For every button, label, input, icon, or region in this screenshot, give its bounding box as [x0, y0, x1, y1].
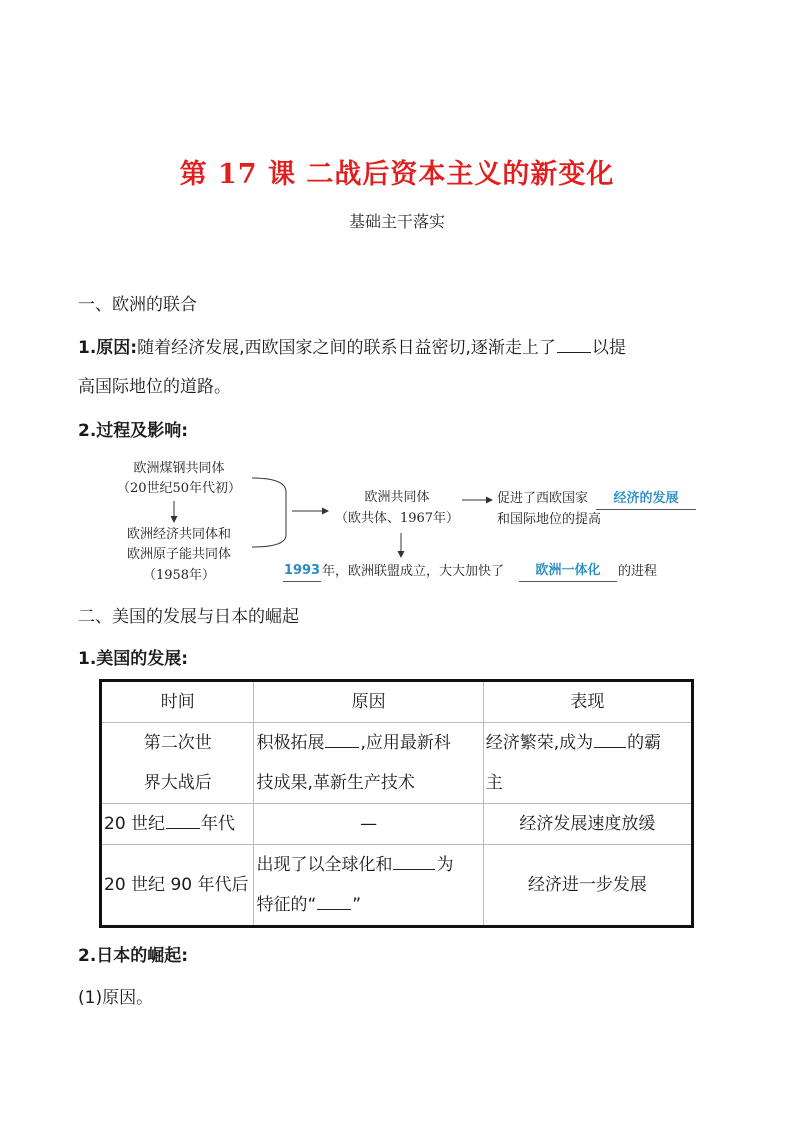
diagram-effect-line1: 促进了西欧国家	[497, 491, 589, 506]
usa-development-table	[99, 679, 694, 928]
diagram-bottom-text-a: 年，欧洲联盟成立，大大加快了	[322, 564, 505, 579]
r2-result: 经济发展速度放缓	[483, 804, 692, 845]
r1-reason-a: 积极拓展	[256, 733, 325, 753]
diagram-effect-answer: 经济的发展	[596, 489, 696, 510]
r3-reason-b: 为	[436, 855, 454, 875]
page-title: 第 17 课 二战后资本主义的新变化	[179, 159, 615, 190]
diagram-box2-line1: 欧洲经济共同体和	[126, 527, 231, 542]
diagram-bottom-answer: 欧洲一体化	[519, 561, 617, 582]
r1-reason-b: ,应用最新科	[360, 733, 451, 753]
r2-time	[101, 804, 254, 845]
r2-time-b: 年代	[201, 814, 236, 834]
table-header-reason: 原因	[254, 681, 483, 723]
bracket	[252, 478, 286, 547]
r1-reason-blank[interactable]	[325, 731, 359, 748]
diagram-box2-line2: 欧洲原子能共同体	[126, 547, 231, 562]
r2-time-blank[interactable]	[166, 812, 200, 829]
r3-time: 20 世纪 90 年代后	[101, 845, 254, 927]
r1-time-a: 第二次世	[143, 733, 212, 753]
diagram-bottom-text-b: 的进程	[618, 564, 658, 579]
r3-reason-d: ”	[352, 895, 362, 915]
r3-reason	[254, 845, 483, 927]
section1-q2: 2.过程及影响:	[78, 421, 189, 441]
table-header-time: 时间	[101, 681, 254, 723]
q1-text-b: 以提	[591, 338, 626, 358]
section2-q2-sub: (1)原因。	[78, 988, 154, 1008]
diagram-mid-line2: （欧共体、1967年）	[334, 511, 460, 526]
r3-reason-a: 出现了以全球化和	[256, 855, 393, 875]
diagram-effect-line2: 和国际地位的提高	[497, 512, 602, 527]
r1-reason-c: 技成果,革新生产技术	[256, 773, 415, 793]
r1-result-blank[interactable]	[594, 731, 626, 748]
r3-reason-blank-2[interactable]	[317, 893, 351, 910]
r1-result	[483, 723, 692, 804]
r1-result-c: 主	[485, 773, 503, 793]
r2-reason: —	[254, 804, 483, 845]
section2-q1: 1.美国的发展:	[78, 649, 189, 669]
section2-heading: 二、美国的发展与日本的崛起	[78, 607, 299, 627]
r2-time-a: 20 世纪	[104, 814, 166, 834]
diagram-bottom-year: 1993	[283, 561, 321, 582]
r1-time	[101, 723, 254, 804]
r3-reason-blank-1[interactable]	[393, 853, 435, 870]
section1-heading: 一、欧洲的联合	[78, 295, 197, 315]
table-row	[101, 845, 693, 927]
r1-result-a: 经济繁荣,成为	[485, 733, 594, 753]
r1-time-b: 界大战后	[143, 773, 212, 793]
diagram-box1-line1: 欧洲煤钢共同体	[133, 461, 225, 476]
r1-result-b: 的霸	[627, 733, 662, 753]
r3-reason-c: 特征的“	[256, 895, 317, 915]
q1-text-a: 随着经济发展,西欧国家之间的联系日益密切,逐渐走上了	[137, 338, 556, 358]
diagram-box2-line3: （1958年）	[142, 568, 216, 583]
q1-text-c: 高国际地位的道路。	[78, 377, 231, 397]
table-header-result: 表现	[483, 681, 692, 723]
page-subtitle: 基础主干落实	[348, 212, 445, 231]
r1-reason	[254, 723, 483, 804]
q1-label: 1.原因:	[78, 338, 138, 358]
table-header-row	[101, 681, 693, 723]
table-row	[101, 723, 693, 804]
section2-q2: 2.日本的崛起:	[78, 946, 189, 966]
r3-result: 经济进一步发展	[483, 845, 692, 927]
diagram-box1-line2: （20世纪50年代初）	[116, 481, 242, 496]
diagram-mid-line1: 欧洲共同体	[364, 490, 430, 505]
table-row	[101, 804, 693, 845]
